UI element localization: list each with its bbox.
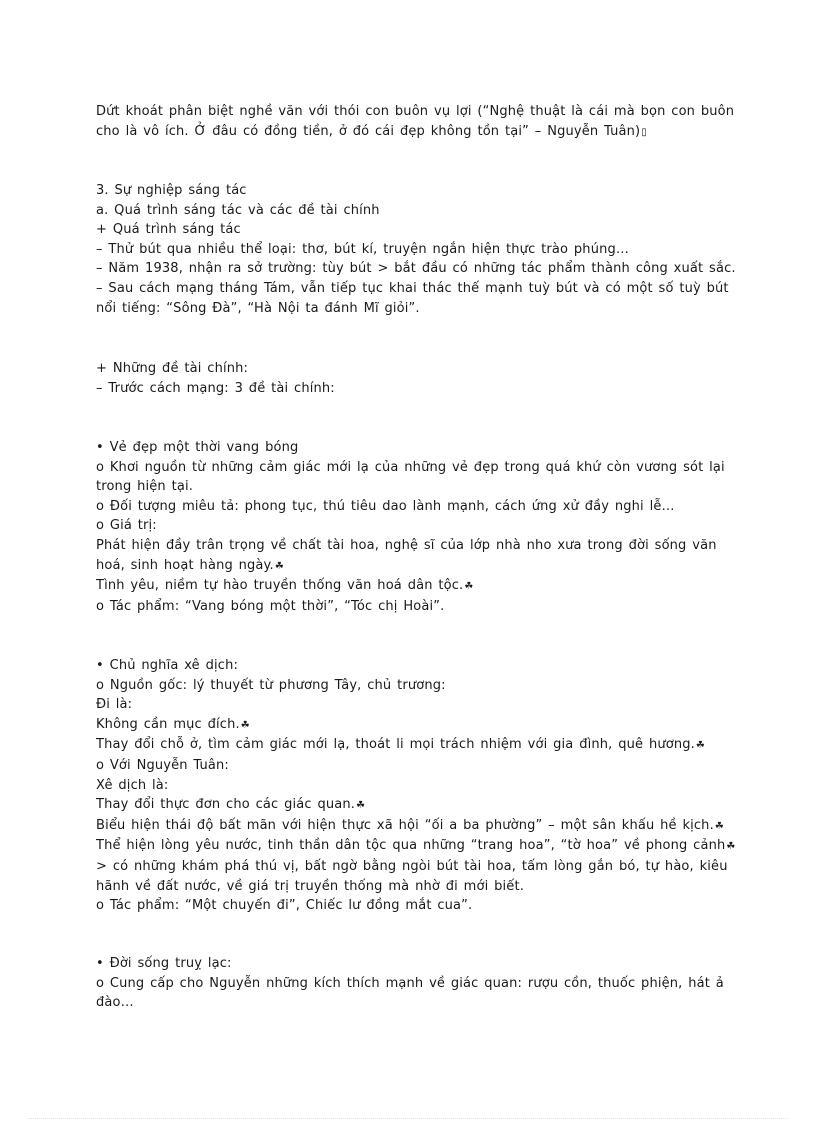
line-text: Tình yêu, niềm tự hào truyền thống văn hoá dân tộc. [96, 578, 464, 594]
text-line [96, 676, 736, 696]
box-icon: ▯ [641, 126, 647, 138]
text-line [96, 877, 736, 897]
club-icon: ☘ [464, 581, 474, 593]
line-text: Xê dịch là: [96, 777, 169, 793]
line-text: – Trước cách mạng: 3 đề tài chính: [96, 380, 335, 396]
club-icon: ☘ [695, 740, 706, 752]
line-text: o Đối tượng miêu tả: phong tục, thú tiêu dao lành mạnh, cách ứng xử đầy nghi lễ… [96, 498, 675, 514]
line-text: Thay đổi chỗ ở, tìm cảm giác mới lạ, thoát li mọi trách nhiệm với gia đình, quê hương. [96, 737, 695, 753]
text-line [96, 974, 736, 994]
text-block-2 [96, 359, 736, 398]
text-block-3 [96, 438, 736, 616]
line-text: • Chủ nghĩa xê dịch: [96, 658, 238, 673]
line-text: o Cung cấp cho Nguyễn những kích thích mạnh về giác quan: rượu cồn, thuốc phiện, hát ả [96, 975, 724, 991]
text-line [96, 795, 736, 816]
text-line [96, 220, 736, 240]
text-line [96, 993, 736, 1013]
text-line [96, 516, 736, 536]
line-text: + Quá trình sáng tác [96, 222, 241, 238]
line-text: cho là vô ích. Ở đâu có đồng tiền, ở đó cái đẹp không tồn tại” – Nguyễn Tuân) [96, 123, 641, 139]
text-line [96, 102, 736, 122]
text-block-0 [96, 102, 736, 142]
text-line [96, 695, 736, 715]
line-text: + Những đề tài chính: [96, 361, 249, 376]
line-text: o Khơi nguồn từ những cảm giác mới lạ của những vẻ đẹp trong quá khứ còn vương sót lại [96, 459, 725, 475]
club-icon: ☘ [240, 719, 250, 731]
line-text: Phát hiện đầy trân trọng về chất tài hoa, nghệ sĩ của lớp nhà nho xưa trong đời sống văn [96, 537, 717, 553]
text-line [96, 756, 736, 776]
line-text: hoá, sinh hoạt hàng ngày. [96, 557, 274, 573]
text-line [96, 536, 736, 556]
text-line [96, 299, 736, 319]
text-line [96, 438, 736, 458]
line-text: o Với Nguyễn Tuân: [96, 757, 229, 773]
text-line [96, 954, 736, 974]
text-line [96, 896, 736, 916]
line-text: Biểu hiện thái độ bất mãn với hiện thực xã hội “ối a ba phường” – một sân khấu hề kịch. [96, 817, 714, 833]
line-text: • Đời sống truỵ lạc: [96, 956, 232, 971]
line-text: a. Quá trình sáng tác và các đề tài chính [96, 202, 380, 218]
club-icon: ☘ [356, 800, 366, 812]
text-line [96, 240, 736, 260]
text-block-4 [96, 656, 736, 916]
text-line [96, 359, 736, 379]
line-text: o Nguồn gốc: lý thuyết từ phương Tây, chủ trương: [96, 677, 446, 693]
line-text: Thay đổi thực đơn cho các giác quan. [96, 797, 356, 813]
line-text: 3. Sự nghiệp sáng tác [96, 183, 247, 198]
text-line [96, 597, 736, 617]
club-icon: ☘ [274, 560, 284, 572]
line-text: o Giá trị: [96, 518, 157, 534]
line-text: > có những khám phá thú vị, bất ngờ bằng ngòi bút tài hoa, tấm lòng gắn bó, tự hào, kiêu [96, 858, 728, 874]
line-text: – Năm 1938, nhận ra sở trường: tùy bút > bắt đầu có những tác phẩm thành công xuất sắc. [96, 261, 736, 277]
text-line [96, 735, 736, 756]
page-bottom-divider [28, 1118, 788, 1119]
line-text: • Vẻ đẹp một thời vang bóng [96, 440, 299, 455]
text-line [96, 181, 736, 201]
line-text: Đi là: [96, 697, 133, 713]
line-text: Không cần mục đích. [96, 716, 240, 732]
text-line [96, 576, 736, 597]
text-line [96, 477, 736, 497]
text-block-1 [96, 181, 736, 318]
text-line [96, 715, 736, 736]
line-text: đào… [96, 995, 134, 1011]
text-line [96, 656, 736, 676]
line-text: Dứt khoát phân biệt nghề văn với thói con buôn vụ lợi (“Nghệ thuật là cái mà bọn con buôn [96, 104, 735, 119]
line-text: hãnh về đất nước, về giá trị truyền thống mà nhờ đi mới biết. [96, 878, 524, 894]
text-line [96, 497, 736, 517]
text-line [96, 279, 736, 299]
line-text: o Tác phẩm: “Vang bóng một thời”, “Tóc chị Hoài”. [96, 598, 445, 614]
line-text: – Thử bút qua nhiều thể loại: thơ, bút kí, truyện ngắn hiện thực trào phúng… [96, 241, 630, 257]
text-line [96, 857, 736, 877]
text-line [96, 836, 736, 857]
text-line [96, 556, 736, 577]
club-icon: ☘ [726, 841, 736, 853]
line-text: nổi tiếng: “Sông Đà”, “Hà Nội ta đánh Mĩ giỏi”. [96, 300, 420, 316]
text-line [96, 379, 736, 399]
line-text: – Sau cách mạng tháng Tám, vẫn tiếp tục khai thác thế mạnh tuỳ bút và có một số tuỳ bút [96, 280, 729, 296]
text-block-5 [96, 954, 736, 1013]
text-line [96, 458, 736, 478]
text-line [96, 816, 736, 837]
text-line [96, 259, 736, 279]
line-text: o Tác phẩm: “Một chuyến đi”, Chiếc lư đồng mắt cua”. [96, 898, 473, 914]
club-icon: ☘ [714, 820, 724, 832]
text-line [96, 122, 736, 143]
line-text: trong hiện tại. [96, 479, 194, 495]
text-line [96, 776, 736, 796]
line-text: Thể hiện lòng yêu nước, tinh thần dân tộc qua những “trang hoa”, “tờ hoa” về phong cảnh [96, 838, 726, 854]
text-line [96, 201, 736, 221]
